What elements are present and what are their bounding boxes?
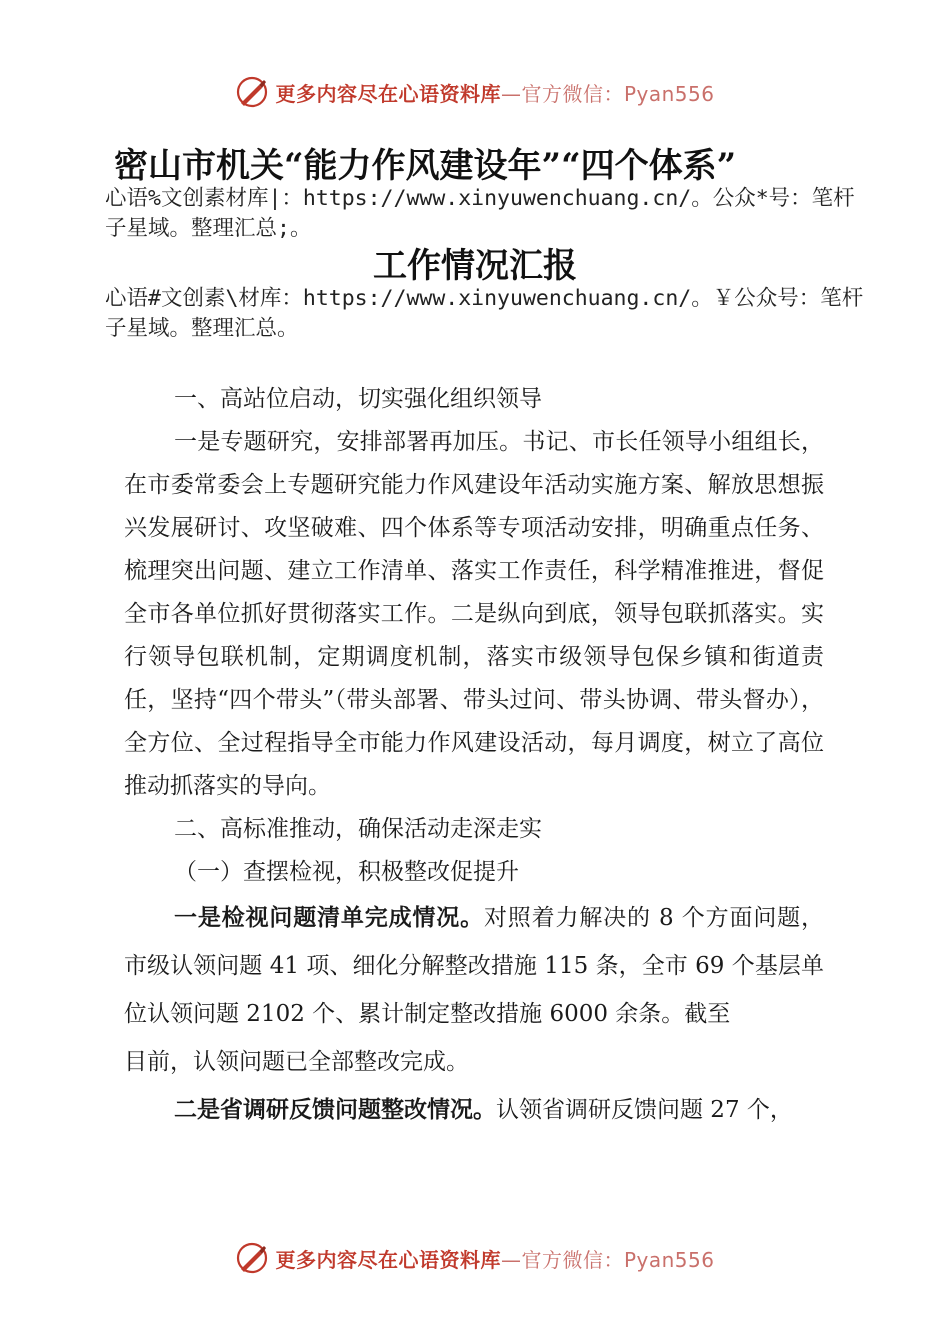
item2-body: 认领省调研反馈问题 27 个， — [496, 1097, 793, 1123]
item2-lead: 二是省调研反馈问题整改情况。 — [174, 1097, 496, 1123]
section1-heading: 一、高站位启动，切实强化组织领导 — [174, 386, 542, 412]
banner-text: 更多内容尽在心语资料库—官方微信：Pyan556 — [275, 1247, 715, 1272]
document-body — [124, 378, 824, 1134]
watermark-line-1: 心语%文创素材库|：https://www.xinyuwenchuang.cn/。公众*号：笔杆子星域。整理汇总;。 — [105, 186, 855, 241]
header-watermark-banner — [0, 72, 950, 112]
item1-lead: 一是检视问题清单完成情况。 — [174, 905, 484, 931]
item1-tail: 目前，认领问题已全部整改完成。 — [124, 1049, 469, 1075]
section2-heading: 二、高标准推动，确保活动走深走实 — [174, 816, 542, 842]
banner-text: 更多内容尽在心语资料库—官方微信：Pyan556 — [275, 81, 715, 106]
pen-logo-icon — [235, 1241, 269, 1275]
section1-paragraph: 一是专题研究，安排部署再加压。书记、市长任领导小组组长，在市委常委会上专题研究能力作风建设年活动实施方案、解放思想振兴发展研讨、攻坚破难、四个体系等专项活动安排，明确重点任务、梳理突出问题、建立工作清单、落实工作责任，科学精准推进，督促全市各单位抓好贯彻落实工作。二是纵向到底，领导包联抓落实。实行领导包联机制，定期调度机制，落实市级领导包保乡镇和街道责任，坚持“四个带头”（带头部署、带头过问、带头协调、带头督办），全方位、全过程指导全市能力作风建设活动，每月调度，树立了高位推动抓落实的导向。 — [124, 429, 824, 799]
footer-watermark-banner — [0, 1238, 950, 1278]
item1-paragraph — [124, 894, 824, 1038]
document-title-line1: 密山市机关“能力作风建设年”“四个体系” — [114, 146, 737, 186]
item1-body: 对照着力解决的 8 个方面问题，市级认领问题 41 项、细化分解整改措施 115 条，全市 69 个基层单位认领问题 2102 个、累计制定整改措施 6000 余条。截至 — [124, 905, 824, 1027]
subsection1-heading: （一）查摆检视，积极整改促提升 — [174, 859, 519, 885]
item2-paragraph — [124, 1086, 824, 1134]
pen-logo-icon — [235, 75, 269, 109]
watermark-line-2: 心语#文创素\材库：https://www.xinyuwenchuang.cn/。￥公众号：笔杆子星域。整理汇总。 — [105, 286, 864, 341]
document-title-line2: 工作情况汇报 — [373, 246, 577, 286]
